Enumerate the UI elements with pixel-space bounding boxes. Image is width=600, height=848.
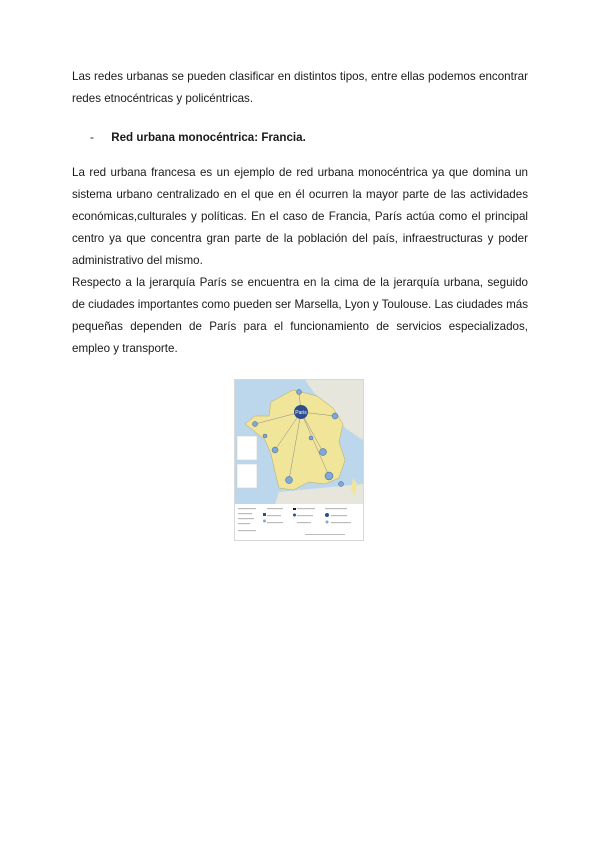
map-graphic [235,380,363,540]
france-urban-network-map [234,379,364,541]
heading-text: Red urbana monocéntrica: Francia. [111,131,306,144]
bullet-marker: - [90,131,94,144]
map-inset-box [237,436,257,460]
intro-paragraph: Las redes urbanas se pueden clasificar en distintos tipos, entre ellas podemos encontrar redes etnocéntricas y policéntricas. [72,70,528,105]
hierarchy-paragraph: Respecto a la jerarquía París se encuentra en la cima de la jerarquía urbana, seguido de ciudades importantes como pueden ser Marsella, Lyon y Toulouse. Las ciudades más pequeñas dependen de París para el funcionamiento de servicios especializados, empleo y transporte. [72,276,528,355]
map-paris-label: Paris [295,410,307,416]
section-heading [90,127,306,149]
map-inset-box [237,464,257,488]
france-description-paragraph: La red urbana francesa es un ejemplo de red urbana monocéntrica ya que domina un sistema urbano centralizado en el que en él ocurren la mayor parte de las actividades económicas,culturales y políticas. En el caso de Francia, París actúa como el principal centro ya que concentra gran parte de la población del país, infraestructuras y poder administrativo del mismo. [72,166,528,267]
